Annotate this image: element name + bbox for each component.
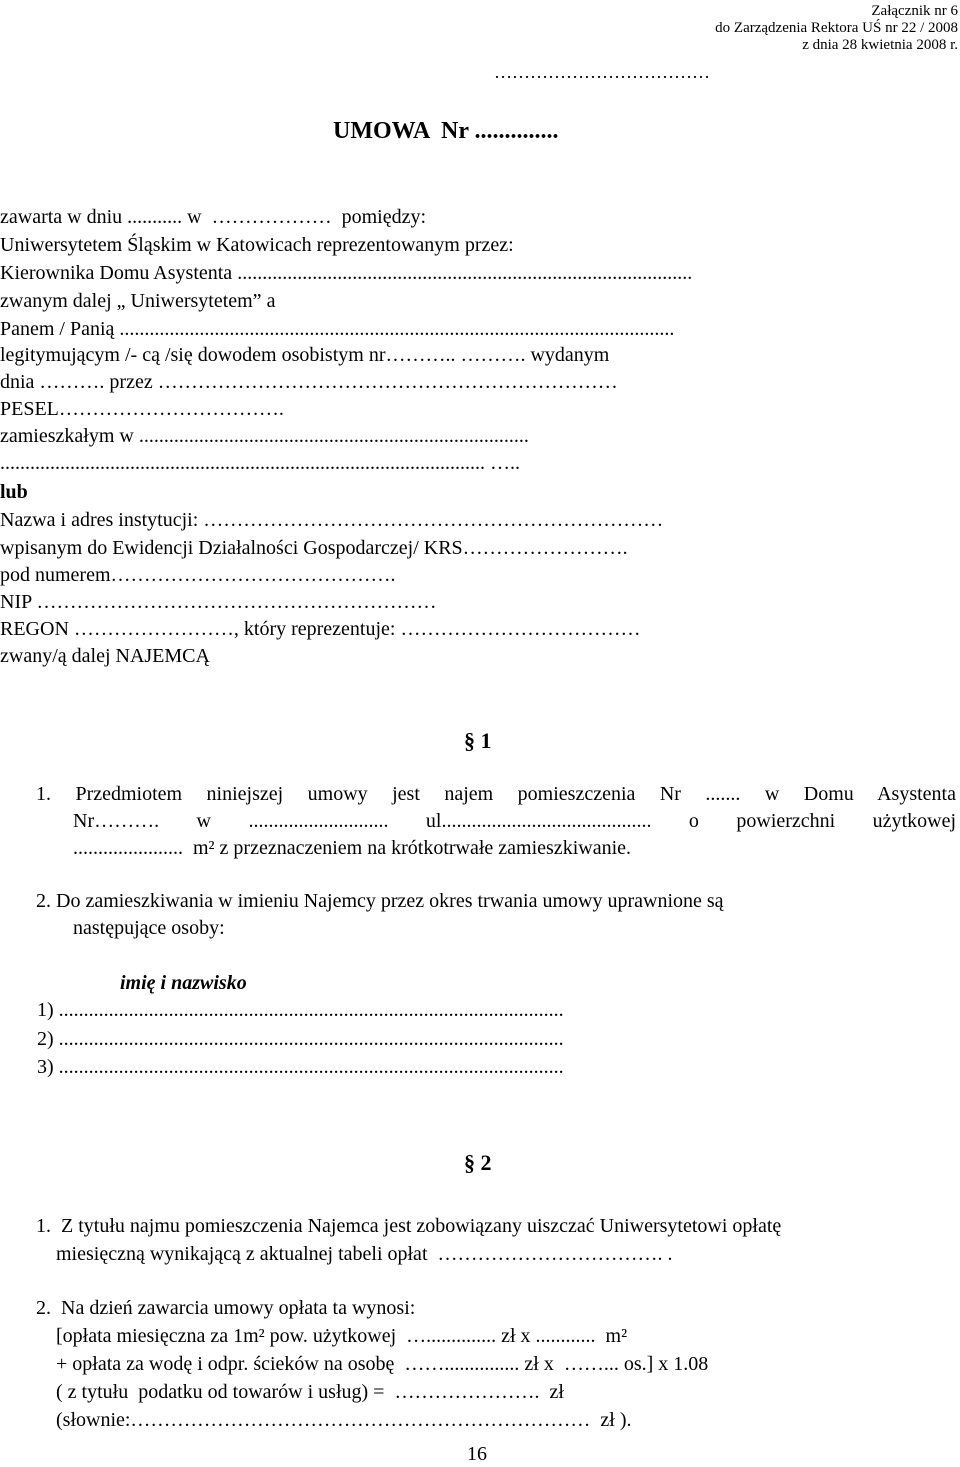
manager-line: Kierownika Domu Asystenta ........................................................................................... [0,262,693,284]
section-2-paragraph-1-cont: miesięczną wynikającą z aktualnej tabeli opłat ……………………………. . [56,1243,673,1265]
fee-line-1: [opłata miesięczna za 1m² pow. użytkowej ….............. zł x ............ m² [56,1325,628,1347]
concluded-on-line: zawarta w dniu ........... w ……………… pomiędzy: [0,206,427,228]
address-line: zamieszkałym w .............................................................................. [0,425,529,447]
registry-number-line: pod numerem……………………………………. [0,564,396,586]
ordinance-reference: do Zarządzenia Rektora UŚ nr 22 / 2008 [715,20,958,36]
annex-label: Załącznik nr 6 [871,3,958,19]
id-card-line: legitymującym /- cą /się dowodem osobistym nr……….. ………. wydanym [0,344,610,366]
section-1-paragraph-1: 1. Przedmiotem niniejszej umowy jest najem pomieszczenia Nr ....... w Domu Asystenta [36,783,956,805]
tenant-designation-line: zwany/ą dalej NAJEMCĄ [0,645,210,667]
pesel-line: PESEL……………………………. [0,398,284,420]
section-1-paragraph-2: 2. Do zamieszkiwania w imieniu Najemcy przez okres trwania umowy uprawnione są [36,890,724,912]
section-1-paragraph-1-cont: Nr………. w ............................ ul.......................................... o powierzchni użytkowej [73,810,956,832]
issued-by-line: dnia ………. przez …………………………………………………………… [0,371,618,393]
called-university-line: zwanym dalej „ Uniwersytetem” a [0,290,276,312]
section-2-paragraph-1: 1. Z tytułu najmu pomieszczenia Najemca jest zobowiązany uiszczać Uniwersytetowi opłatę [36,1215,782,1237]
authorized-person-3: 3) ..................................................................................................... [37,1056,564,1078]
names-header: imię i nazwisko [120,972,247,994]
page-number: 16 [467,1443,487,1465]
contract-title: UMOWA Nr .............. [333,118,559,144]
fee-line-3: ( z tytułu podatku od towarów i usług) = …………………. zł [56,1381,564,1403]
tenant-name-line: Panem / Panią ............................................................................................................... [0,318,675,340]
authorized-person-2: 2) ..................................................................................................... [37,1028,564,1050]
section-2-paragraph-2: 2. Na dzień zawarcia umowy opłata ta wynosi: [36,1297,416,1319]
section-1-paragraph-2-cont: następujące osoby: [73,917,225,939]
ordinance-date: z dnia 28 kwietnia 2008 r. [802,37,958,53]
regon-line: REGON ……………………, który reprezentuje: ……………………………… [0,618,641,640]
section-1-paragraph-1-end: ...................... m² z przeznaczeniem na krótkotrwałe zamieszkiwanie. [73,837,631,859]
fee-line-2: + opłata za wodę i odpr. ścieków na osobę ……............... zł x ……... os.] x 1.08 [56,1353,709,1375]
section-1-heading: § 1 [464,728,492,753]
registry-line: wpisanym do Ewidencji Działalności Gospodarczej/ KRS……………………. [0,537,628,559]
section-2-heading: § 2 [464,1150,492,1175]
address-continued-line: ................................................................................................. ….. [0,452,520,474]
or-label: lub [0,481,28,503]
fee-in-words-line: (słownie:…………………………………………………………… zł ). [56,1409,632,1431]
university-line: Uniwersytetem Śląskim w Katowicach reprezentowanym przez: [0,234,514,256]
header-dotted-line: ……………………………… [494,62,710,82]
nip-line: NIP …………………………………………………… [0,591,437,613]
authorized-person-1: 1) ..................................................................................................... [37,999,564,1021]
institution-line: Nazwa i adres instytucji: …………………………………………………………… [0,509,664,531]
